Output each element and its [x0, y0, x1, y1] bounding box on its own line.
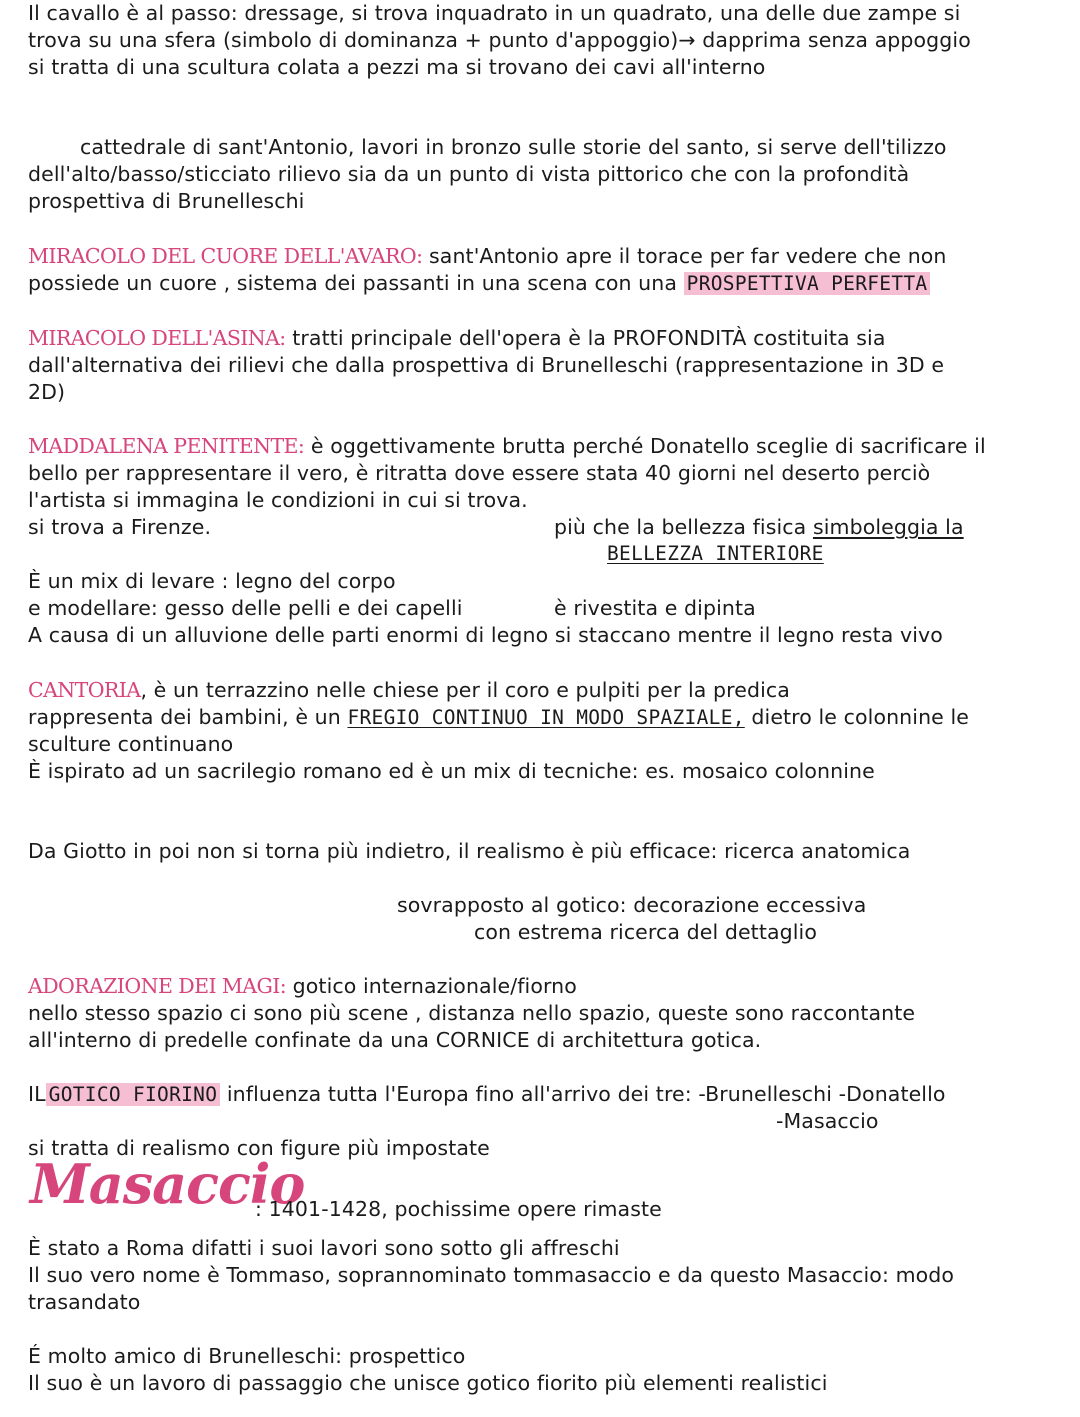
text-line: sovrapposto al gotico: decorazione eccessiva — [397, 893, 867, 917]
highlighted-term: GOTICO FIORINO — [46, 1083, 221, 1106]
section-title: CANTORIA — [28, 678, 141, 702]
text-line: : 1401-1428, pochissime opere rimaste — [255, 1197, 662, 1221]
text-line: nello stesso spazio ci sono più scene , distanza nello spazio, queste sono raccontante — [28, 1001, 916, 1025]
section-title: ADORAZIONE DEI MAGI: — [28, 974, 287, 998]
text-line: con estrema ricerca del dettaglio — [474, 920, 817, 944]
section-title: MIRACOLO DEL CUORE DELL'AVARO: — [28, 244, 423, 268]
text-line: Il suo è un lavoro di passaggio che unisce gotico fiorito più elementi realistici — [28, 1371, 828, 1395]
text-line: dall'alternativa dei rilievi che dalla prospettiva di Brunelleschi (rappresentazione in 3D e — [28, 353, 945, 377]
text: tratti principale dell'opera è la PROFONDITÀ costituita sia — [292, 326, 886, 350]
text: più che la bellezza fisica — [554, 515, 807, 539]
cantoria-line-2 — [28, 704, 969, 731]
text-line: e modellare: gesso delle pelli e dei capelli — [28, 596, 463, 620]
text-line: sculture continuano — [28, 732, 234, 756]
text-line: trova su una sfera (simbolo di dominanza + punto d'appoggio)→ dapprima senza appoggio — [28, 28, 971, 52]
masaccio-heading: Masaccio — [30, 1152, 305, 1216]
section-title: MADDALENA PENITENTE: — [28, 434, 305, 458]
underlined-text: simboleggia la — [812, 515, 964, 539]
text-line: prospettiva di Brunelleschi — [28, 189, 305, 213]
text-line: É molto amico di Brunelleschi: prospettico — [28, 1344, 466, 1368]
text-line: -Masaccio — [776, 1109, 879, 1133]
text: è oggettivamente brutta perché Donatello sceglie di sacrificare il — [310, 434, 986, 458]
text: influenza tutta l'Europa fino all'arrivo dei tre: -Brunelleschi -Donatello — [226, 1082, 946, 1106]
side-note-keyword: BELLEZZA INTERIORE — [607, 542, 824, 565]
maddalena-line-1 — [28, 433, 986, 459]
text: dietro le colonnine le — [751, 705, 970, 729]
text: sant'Antonio apre il torace per far vedere che non — [429, 244, 947, 268]
text-line: Il cavallo è al passo: dressage, si trova inquadrato in un quadrato, una delle due zampe si — [28, 1, 961, 25]
text-line: dell'alto/basso/sticciato rilievo sia da un punto di vista pittorico che con la profondità — [28, 162, 910, 186]
text: , è un terrazzino nelle chiese per il coro e pulpiti per la predica — [140, 678, 790, 702]
asina-line-1 — [28, 325, 886, 351]
text-line: Il suo vero nome è Tommaso, soprannominato tommasaccio e da questo Masaccio: modo — [28, 1263, 955, 1287]
text-line: all'interno di predelle confinate da una CORNICE di architettura gotica. — [28, 1028, 762, 1052]
cantoria-line-1 — [28, 677, 790, 703]
text-line: cattedrale di sant'Antonio, lavori in bronzo sulle storie del santo, si serve dell'tilizzo — [80, 135, 947, 159]
section-title: MIRACOLO DELL'ASINA: — [28, 326, 286, 350]
text-line: A causa di un alluvione delle parti enormi di legno si staccano mentre il legno resta vivo — [28, 623, 943, 647]
text: gotico internazionale/fiorno — [292, 974, 577, 998]
text-line: bello per rappresentare il vero, è ritratta dove essere stata 40 giorni nel deserto perciò — [28, 461, 931, 485]
text-line: l'artista si immagina le condizioni in cui si trova. — [28, 488, 528, 512]
text-line: si trova a Firenze. — [28, 515, 212, 539]
text: IL — [28, 1082, 46, 1106]
text-line: È un mix di levare : legno del corpo — [28, 569, 396, 593]
gotico-line-1 — [28, 1081, 946, 1108]
text: possiede un cuore , sistema dei passanti in una scena con una — [28, 271, 678, 295]
cuore-line-1 — [28, 243, 947, 269]
text-line: È stato a Roma difatti i suoi lavori sono sotto gli affreschi — [28, 1236, 620, 1260]
side-note — [554, 514, 964, 540]
text: rappresenta dei bambini, è un — [28, 705, 341, 729]
underlined-keyword: FREGIO CONTINUO IN MODO SPAZIALE, — [347, 706, 745, 729]
text-line: trasandato — [28, 1290, 141, 1314]
text-line: si tratta di realismo con figure più impostate — [28, 1136, 490, 1160]
side-note: è rivestita e dipinta — [554, 596, 756, 620]
text-line: Da Giotto in poi non si torna più indietro, il realismo è più efficace: ricerca anatomica — [28, 839, 911, 863]
cuore-line-2 — [28, 270, 930, 297]
text-line: È ispirato ad un sacrilegio romano ed è un mix di tecniche: es. mosaico colonnine — [28, 759, 875, 783]
text-line: si tratta di una scultura colata a pezzi ma si trovano dei cavi all'interno — [28, 55, 766, 79]
text-line: 2D) — [28, 380, 66, 404]
magi-line-1 — [28, 973, 577, 999]
highlighted-term: PROSPETTIVA PERFETTA — [684, 272, 931, 295]
